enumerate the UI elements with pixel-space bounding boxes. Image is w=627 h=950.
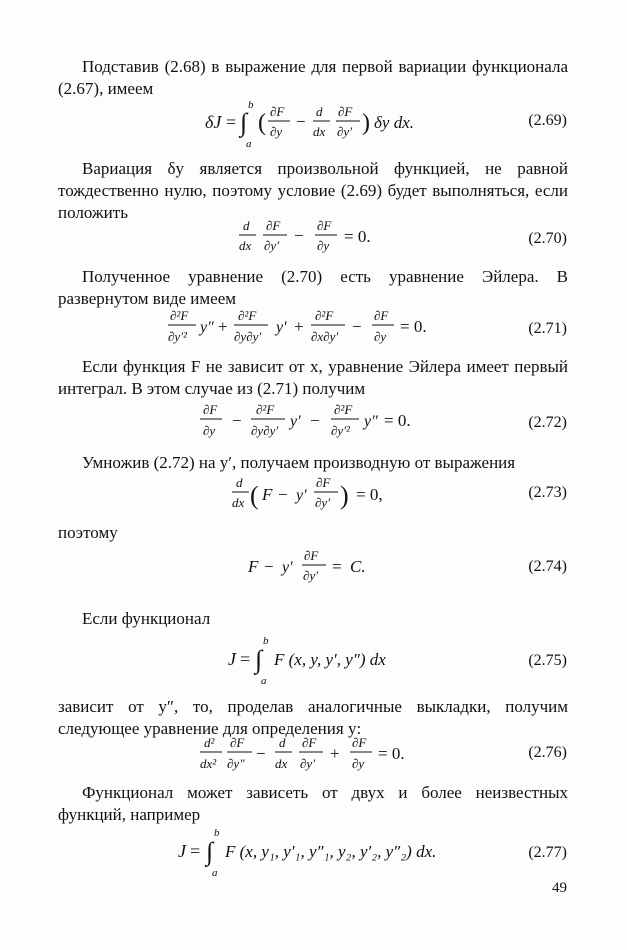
svg-text:d: d — [316, 104, 323, 119]
equation-formula — [0, 734, 520, 774]
svg-text:∂F: ∂F — [304, 548, 319, 563]
svg-text:∂y′: ∂y′ — [300, 756, 316, 771]
svg-text:= 0,: = 0, — [356, 485, 383, 504]
equation-2-71 — [0, 306, 627, 356]
equation-number: (2.77) — [528, 844, 567, 861]
svg-text:J: J — [228, 649, 236, 669]
equation-number: (2.70) — [528, 230, 567, 247]
svg-text:= 0.: = 0. — [378, 744, 405, 763]
svg-text:−: − — [232, 411, 242, 430]
paragraph: Умножив (2.72) на y′, получаем производную от выражения — [82, 453, 516, 472]
equation-2-74 — [0, 548, 627, 598]
svg-text:+: + — [218, 317, 228, 336]
svg-text:=: = — [332, 557, 342, 576]
svg-text:∂y: ∂y — [374, 329, 387, 344]
svg-text:=: = — [190, 841, 201, 861]
paragraph: зависит от y″, то, проделав аналогичные выкладки, получим следующее уравнение для определения y: — [58, 697, 568, 738]
svg-text:b: b — [248, 99, 254, 111]
svg-text:dx: dx — [232, 495, 245, 510]
svg-text:∂y′: ∂y′ — [264, 238, 280, 253]
svg-text:∂y∂y′: ∂y∂y′ — [234, 329, 262, 344]
svg-text:∂F: ∂F — [316, 475, 331, 490]
paragraph: Функционал может зависеть от двух и более неизвестных функций, например — [58, 783, 568, 824]
equation-formula — [0, 400, 520, 442]
svg-text:−: − — [294, 226, 304, 245]
svg-text:∂y″: ∂y″ — [227, 756, 245, 771]
svg-text:y′: y′ — [276, 319, 287, 336]
svg-text:=: = — [240, 649, 251, 669]
svg-text:∂F: ∂F — [338, 104, 353, 119]
svg-text:∂y′: ∂y′ — [315, 495, 331, 510]
svg-text:= 0.: = 0. — [344, 227, 371, 246]
svg-text:C.: C. — [350, 557, 366, 576]
svg-text:= 0.: = 0. — [400, 317, 427, 336]
paragraph: Вариация δy является произвольной функцией, не равной тождественно нулю, поэтому условие (2.69) будет выполняться, если положить — [58, 159, 568, 222]
svg-text:b: b — [214, 827, 220, 839]
svg-text:d: d — [243, 218, 250, 233]
svg-text:∂F: ∂F — [266, 218, 281, 233]
svg-text:y′: y′ — [290, 413, 301, 430]
svg-text:dx: dx — [239, 238, 252, 253]
svg-text:−: − — [264, 557, 274, 576]
svg-text:∂²F: ∂²F — [170, 308, 189, 323]
svg-text:F (x, y, y′, y″) dx: F (x, y, y′, y″) dx — [274, 650, 386, 669]
svg-text:∂F: ∂F — [270, 104, 285, 119]
equation-2-76 — [0, 734, 627, 784]
paragraph: поэтому — [58, 523, 118, 542]
paragraph: Полученное уравнение (2.70) есть уравнение Эйлера. В развернутом виде имеем — [58, 267, 568, 308]
svg-text:∂y′²: ∂y′² — [331, 423, 350, 438]
equation-formula — [0, 216, 520, 256]
equation-2-73 — [0, 474, 627, 524]
svg-text:(: ( — [258, 110, 266, 136]
equation-2-70 — [0, 216, 627, 266]
equation-formula — [0, 306, 520, 346]
svg-text:dx: dx — [275, 756, 288, 771]
svg-text:): ) — [362, 110, 370, 136]
svg-text:∂F: ∂F — [374, 308, 389, 323]
svg-text:∂F: ∂F — [352, 735, 367, 750]
svg-text:∂y: ∂y — [352, 756, 365, 771]
svg-text:∫: ∫ — [240, 108, 248, 137]
svg-text:−: − — [278, 485, 288, 504]
svg-text:−: − — [310, 411, 320, 430]
svg-text:∂²F: ∂²F — [256, 402, 275, 417]
svg-text:∂y: ∂y — [317, 238, 330, 253]
svg-text:δJ: δJ — [205, 112, 222, 132]
equation-2-77 — [0, 826, 627, 876]
svg-text:y″: y″ — [200, 319, 214, 336]
equation-number: (2.74) — [528, 558, 567, 575]
equation-formula — [0, 826, 520, 876]
svg-text:∫: ∫ — [255, 645, 263, 674]
svg-text:a: a — [261, 675, 267, 684]
svg-text:d: d — [236, 475, 243, 490]
svg-text:y′: y′ — [296, 487, 307, 504]
equation-formula — [0, 474, 520, 514]
equation-2-72 — [0, 400, 627, 450]
svg-text:∂y′: ∂y′ — [337, 124, 353, 139]
svg-text:∫: ∫ — [206, 837, 214, 866]
svg-text:F: F — [248, 557, 259, 576]
equation-formula — [0, 98, 520, 148]
page-number: 49 — [552, 880, 567, 896]
svg-text:F: F — [262, 485, 273, 504]
paragraph: Если функционал — [82, 609, 211, 628]
svg-text:d²: d² — [204, 735, 215, 750]
svg-text:−: − — [352, 317, 362, 336]
svg-text:∂y′: ∂y′ — [303, 568, 319, 583]
svg-text:∂²F: ∂²F — [238, 308, 257, 323]
svg-text:∂F: ∂F — [203, 402, 218, 417]
svg-text:∂F: ∂F — [317, 218, 332, 233]
svg-text:dx: dx — [313, 124, 326, 139]
svg-text:∂²F: ∂²F — [315, 308, 334, 323]
equation-number: (2.69) — [528, 112, 567, 129]
svg-text:J: J — [178, 841, 186, 861]
svg-text:δy dx.: δy dx. — [374, 113, 414, 132]
equation-formula — [0, 634, 520, 684]
svg-text:=: = — [226, 112, 237, 132]
svg-text:dx²: dx² — [200, 756, 217, 771]
svg-text:−: − — [296, 112, 306, 131]
paragraph: Подставив (2.68) в выражение для первой вариации функционала (2.67), имеем — [58, 57, 568, 98]
svg-text:∂²F: ∂²F — [334, 402, 353, 417]
svg-text:a: a — [246, 138, 252, 148]
equation-number: (2.73) — [528, 484, 567, 501]
equation-formula — [0, 548, 520, 588]
equation-2-75 — [0, 634, 627, 684]
svg-text:(: ( — [250, 481, 259, 510]
svg-text:+: + — [330, 744, 340, 763]
equation-number: (2.76) — [528, 744, 567, 761]
svg-text:y″: y″ — [364, 413, 378, 430]
svg-text:= 0.: = 0. — [384, 411, 411, 430]
equation-number: (2.72) — [528, 414, 567, 431]
svg-text:b: b — [263, 635, 269, 647]
svg-text:∂F: ∂F — [230, 735, 245, 750]
svg-text:d: d — [279, 735, 286, 750]
svg-text:F (x, y₁, y′₁, y″₁, y₂, y′₂, y: F (x, y₁, y′₁, y″₁, y₂, y′₂, y″₂) dx. — [225, 842, 437, 861]
paragraph: Если функция F не зависит от x, уравнение Эйлера имеет первый интеграл. В этом случае из (2.71) получим — [58, 357, 568, 398]
svg-text:∂y: ∂y — [270, 124, 283, 139]
svg-text:): ) — [340, 481, 349, 510]
svg-text:−: − — [256, 744, 266, 763]
equation-number: (2.71) — [528, 320, 567, 337]
svg-text:∂F: ∂F — [302, 735, 317, 750]
svg-text:∂y′²: ∂y′² — [168, 329, 187, 344]
equation-number: (2.75) — [528, 652, 567, 669]
svg-text:∂x∂y′: ∂x∂y′ — [311, 329, 339, 344]
svg-text:+: + — [294, 317, 304, 336]
svg-text:∂y∂y′: ∂y∂y′ — [251, 423, 279, 438]
svg-text:a: a — [212, 867, 218, 876]
svg-text:y′: y′ — [282, 559, 293, 576]
equation-2-69 — [0, 98, 627, 148]
svg-text:∂y: ∂y — [203, 423, 216, 438]
